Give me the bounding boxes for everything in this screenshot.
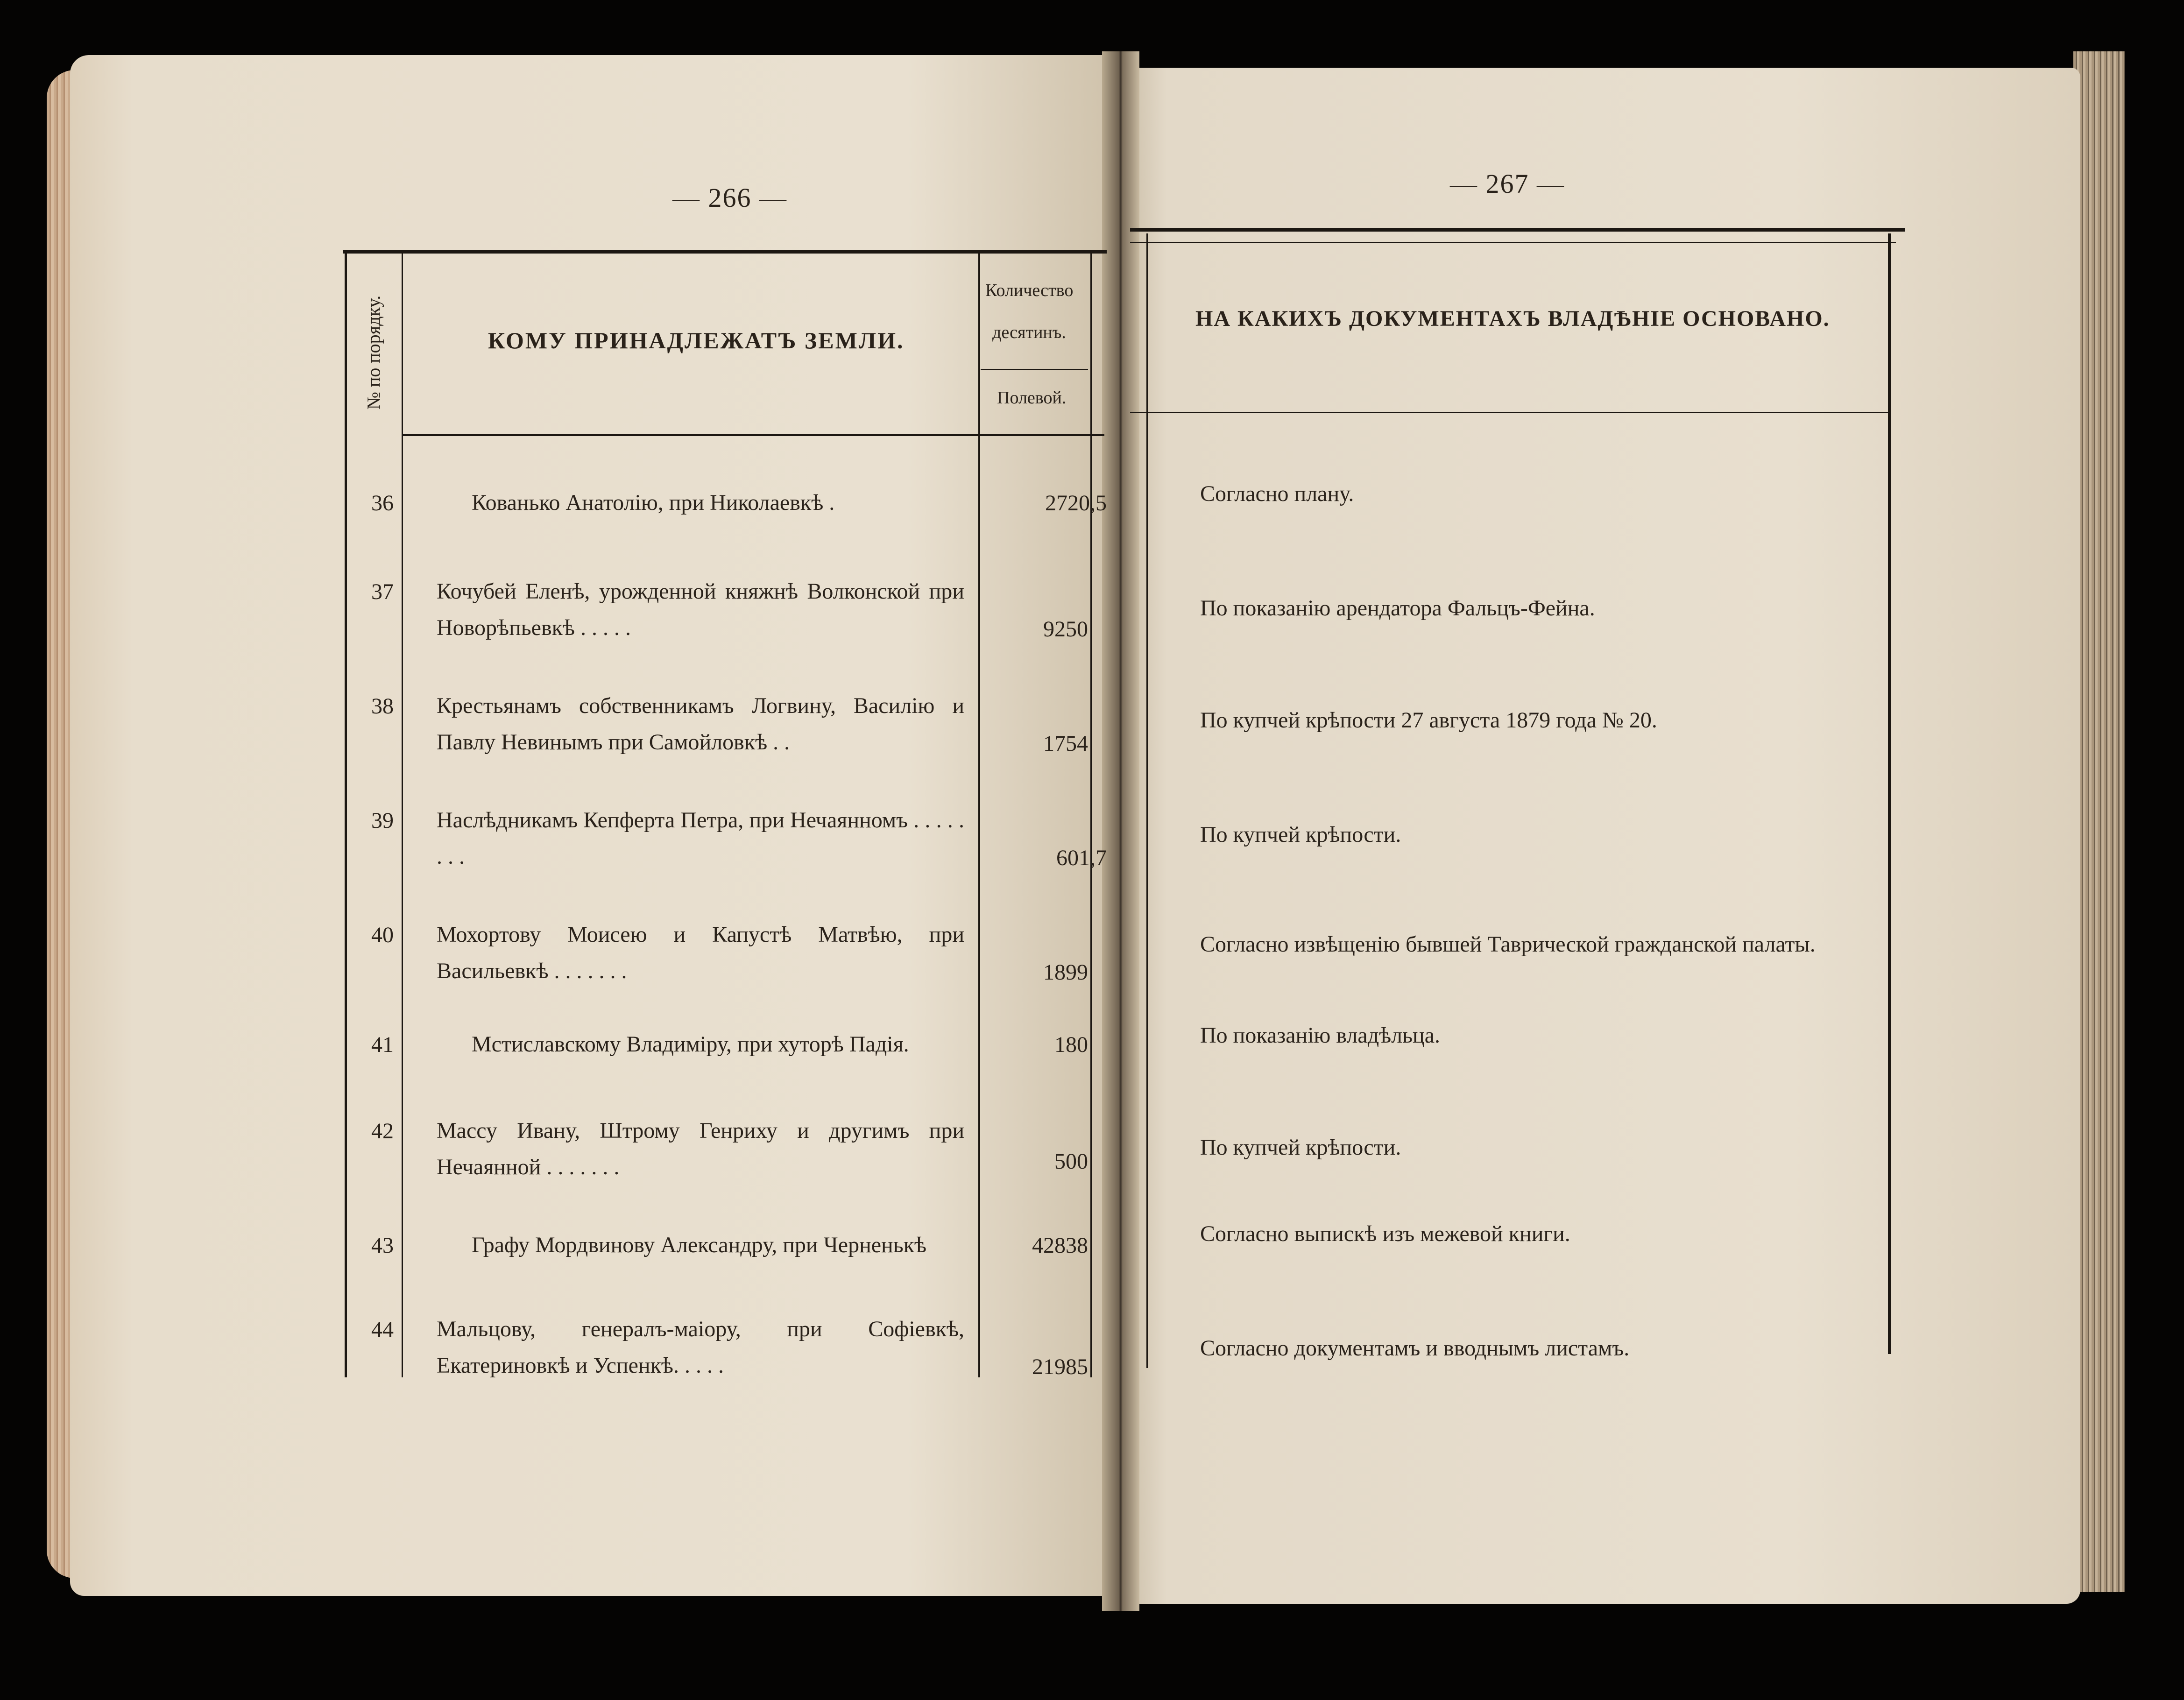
table-top-rule <box>343 250 1107 254</box>
right-table-top-rule-thin <box>1130 242 1896 243</box>
header-quantity-1: Количество <box>985 281 1074 300</box>
book-gutter <box>1102 51 1139 1611</box>
row-owner: Кованько Анатолію, при Николаевкѣ . <box>472 490 835 515</box>
row-number: 41 <box>371 1032 394 1057</box>
row-number: 39 <box>371 808 394 833</box>
row-value: 42838 <box>1032 1233 1088 1258</box>
row-number: 37 <box>371 579 394 604</box>
right-table-left-rule <box>1146 233 1148 1368</box>
header-quantity-2: десятинъ. <box>992 323 1066 342</box>
row-value: 180 <box>1054 1032 1088 1057</box>
document-basis-row: По купчей крѣпости 27 августа 1879 года № 20. <box>1200 708 1657 733</box>
row-owner: Крестьянамъ собственникамъ Логвину, Василію и Павлу Невинымъ при Самойловкѣ . . <box>437 693 964 755</box>
left-folio: — 266 — <box>672 183 787 213</box>
header-field: Полевой. <box>997 388 1067 408</box>
row-owner: Графу Мордвинову Александру, при Черненькѣ <box>472 1233 927 1257</box>
row-value: 601,7 <box>1056 846 1107 870</box>
document-basis-row: Согласно документамъ и вводнымъ листамъ. <box>1200 1336 1630 1361</box>
row-owner: Мальцову, генералъ-маіору, при Софіевкѣ, Екатериновкѣ и Успенкѣ. . . . . <box>437 1317 964 1378</box>
row-number: 36 <box>371 491 394 515</box>
row-owner: Наслѣдникамъ Кепферта Петра, при Нечаянномъ . . . . . . . . <box>437 808 964 869</box>
document-basis-row: По купчей крѣпости. <box>1200 822 1401 847</box>
document-basis-row: Согласно извѣщенію бывшей Таврической гражданской палаты. <box>1200 932 1816 957</box>
row-number: 38 <box>371 694 394 719</box>
row-value: 21985 <box>1032 1354 1088 1379</box>
right-header: НА КАКИХЪ ДОКУМЕНТАХЪ ВЛАДѢНІЕ ОСНОВАНО. <box>1195 306 1830 331</box>
table-qty-rule <box>978 252 980 1377</box>
table-header-rule <box>402 434 1104 436</box>
right-table-header-rule <box>1130 412 1891 413</box>
table-num-rule <box>402 252 403 1377</box>
header-order-number: № по порядку. <box>363 295 384 410</box>
row-number: 43 <box>371 1233 394 1258</box>
row-value: 1754 <box>1043 731 1088 756</box>
row-number: 40 <box>371 923 394 947</box>
row-value: 9250 <box>1043 617 1088 642</box>
quantity-subheader-rule <box>981 369 1088 370</box>
document-basis-row: Согласно выпискѣ изъ межевой книги. <box>1200 1221 1570 1246</box>
page-edges-right <box>2073 51 2125 1592</box>
row-value: 1899 <box>1043 960 1088 985</box>
right-folio: — 267 — <box>1450 169 1565 199</box>
row-owner: Массу Ивану, Штрому Генриху и другимъ при Нечаянной . . . . . . . <box>437 1118 964 1179</box>
document-basis-row: По купчей крѣпости. <box>1200 1135 1401 1160</box>
header-owner: КОМУ ПРИНАДЛЕЖАТЪ ЗЕМЛИ. <box>488 327 905 353</box>
row-owner: Мохортову Моисею и Капустѣ Матвѣю, при Васильевкѣ . . . . . . . <box>437 922 964 983</box>
row-owner: Кочубей Еленѣ, урожденной княжнѣ Волконской при Новорѣпьевкѣ . . . . . <box>437 579 964 640</box>
document-basis-row: Согласно плану. <box>1200 481 1354 506</box>
row-value: 2720,5 <box>1045 491 1107 515</box>
right-table-top-rule <box>1130 228 1905 232</box>
row-owner: Мстиславскому Владиміру, при хуторѣ Падія. <box>472 1032 909 1057</box>
row-number: 42 <box>371 1119 394 1143</box>
table-right-rule <box>1090 252 1092 1377</box>
document-basis-row: По показанію арендатора Фальцъ-Фейна. <box>1200 596 1595 621</box>
right-table-right-rule <box>1888 233 1891 1354</box>
row-number: 44 <box>371 1317 394 1342</box>
document-basis-row: По показанію владѣльца. <box>1200 1023 1441 1048</box>
row-value: 500 <box>1054 1149 1088 1174</box>
